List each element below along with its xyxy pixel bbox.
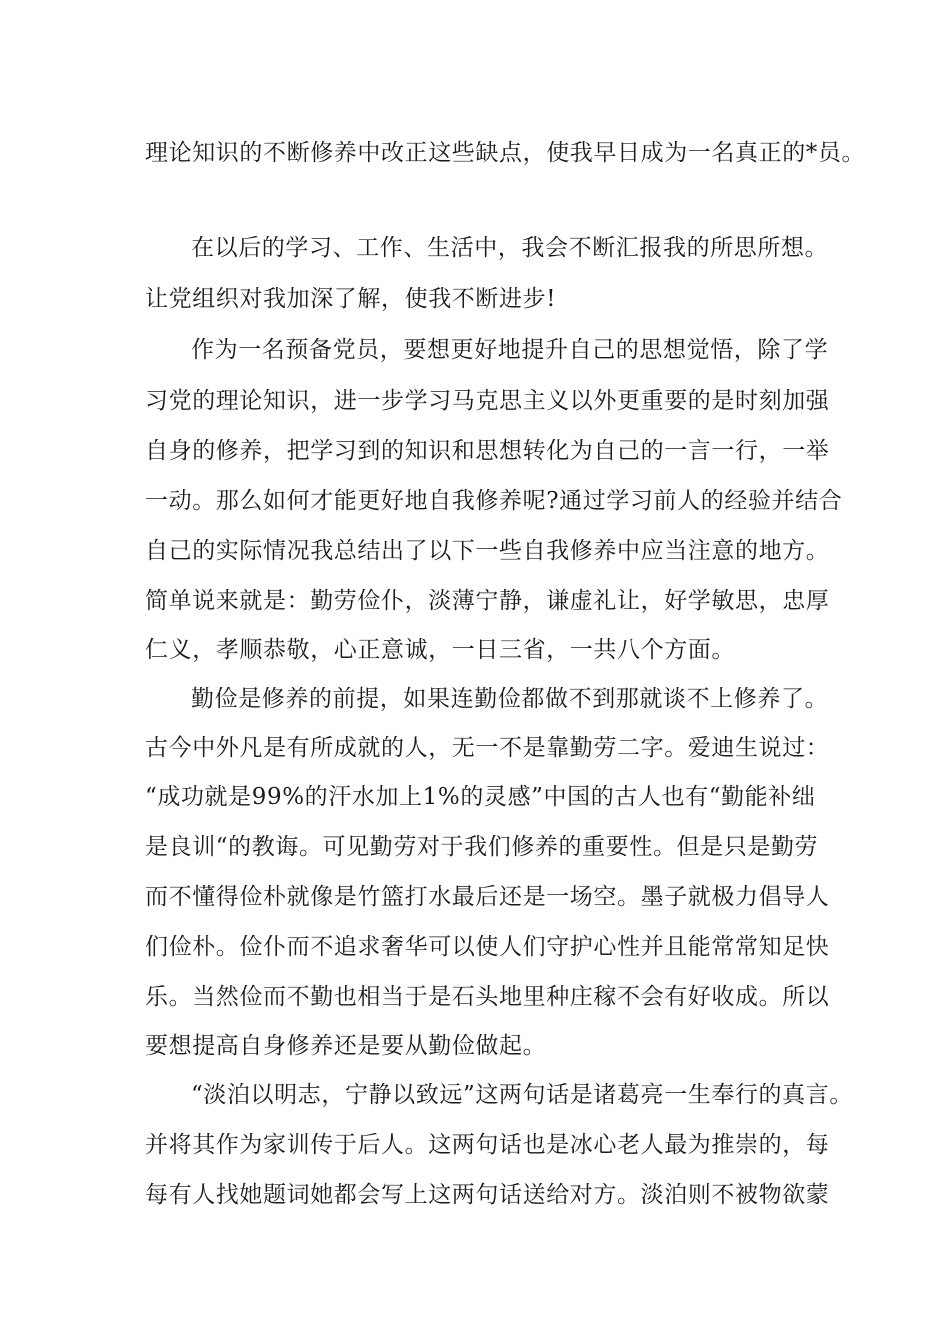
text-line: 理论知识的不断修养中改正这些缺点，使我早日成为一名真正的*员。 [145,140,866,166]
text-line: 而不懂得俭朴就像是竹篮打水最后还是一场空。墨子就极力倡导人 [145,884,830,910]
text-line: 每有人找她题词她都会写上这两句话送给对方。淡泊则不被物欲蒙 [145,1182,830,1208]
text-line: “成功就是99%的汗水加上1%的灵感”中国的古人也有“勤能补绌 [145,784,816,810]
text-line: 仁义，孝顺恭敬，心正意诚，一日三省，一共八个方面。 [145,637,735,663]
text-line: 乐。当然俭而不勤也相当于是石头地里种庄稼不会有好收成。所以 [145,984,830,1010]
text-line: 一动。那么如何才能更好地自我修养呢?通过学习前人的经验并结合 [145,488,843,514]
text-line: 古今中外凡是有所成就的人，无一不是靠勤劳二字。爱迪生说过： [145,735,830,761]
text-line: 并将其作为家训传于后人。这两句话也是冰心老人最为推崇的，每 [145,1132,830,1158]
paragraph-first-line: “淡泊以明志，宁静以致远”这两句话是诸葛亮一生奉行的真言。 [191,1082,853,1108]
text-line: 们俭朴。俭仆而不追求奢华可以使人们守护心性并且能常常知足快 [145,934,830,960]
text-line: 自身的修养，把学习到的知识和思想转化为自己的一言一行，一举 [145,438,830,464]
text-line: 是良训“的教诲。可见勤劳对于我们修养的重要性。但是只是勤劳 [145,834,819,860]
text-line: 简单说来就是：勤劳俭仆，淡薄宁静，谦虚礼让，好学敏思，忠厚 [145,588,830,614]
paragraph-first-line: 在以后的学习、工作、生活中，我会不断汇报我的所思所想。 [191,235,829,261]
text-line: 要想提高自身修养还是要从勤俭做起。 [145,1033,547,1059]
text-line: 自己的实际情况我总结出了以下一些自我修养中应当注意的地方。 [145,538,830,564]
paragraph-first-line: 作为一名预备党员，要想更好地提升自己的思想觉悟，除了学 [191,337,829,363]
paragraph-first-line: 勤俭是修养的前提，如果连勤俭都做不到那就谈不上修养了。 [191,686,829,712]
text-line: 让党组织对我加深了解，使我不断进步! [145,286,557,312]
text-line: 习党的理论知识，进一步学习马克思主义以外更重要的是时刻加强 [145,388,830,414]
